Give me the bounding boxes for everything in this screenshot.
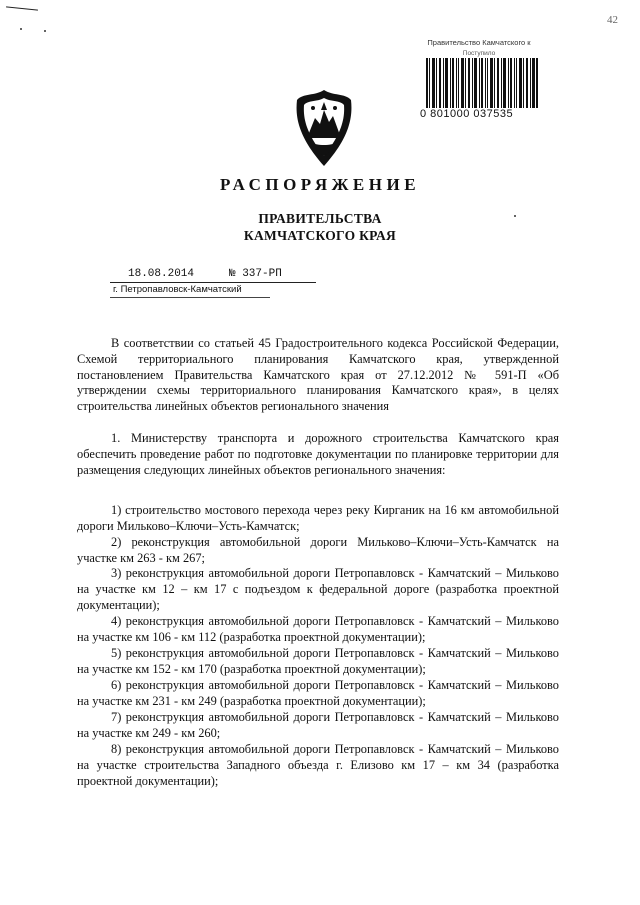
list-item: 3) реконструкция автомобильной дороги Петропавловск - Камчатский – Мильково на участке км 12 – км 17 с подъездом к федеральной дороге (разработка проектной документации); [77,566,559,612]
issuer-line-1: ПРАВИТЕЛЬСТВА [258,211,382,226]
list-item: 5) реконструкция автомобильной дороги Петропавловск - Камчатский – Мильково на участке км 152 - км 170 (разработка проектной документации); [77,646,559,676]
kamchatka-coat-of-arms-icon [293,88,355,168]
clause-1-paragraph: 1. Министерству транспорта и дорожного строительства Камчатского края обеспечить проведение работ по подготовке документации по планировке территории для размещения следующих линейных объектов регионального значения: [77,431,559,477]
scan-mark [6,6,38,10]
document-type-title: РАСПОРЯЖЕНИЕ [219,175,421,194]
barcode-number: 0 801000 037535 [420,108,514,120]
scan-speck [44,30,46,32]
list-item: 8) реконструкция автомобильной дороги Петропавловск - Камчатский – Мильково на участке строительства Западного объезда г. Елизово км 17 – км 34 (разработка проектной документации); [77,742,559,788]
registration-barcode [400,38,558,130]
preamble-paragraph: В соответствии со статьей 45 Градостроительного кодекса Российской Федерации, Схемой территориального планирования Камчатского края, утвержденной постановлением Правительства Камчатского края от 27.12.2012 № 591-П «Об утверждении схемы территориального планирования Камчатского края», в целях строительства линейных объектов регионального значения [77,336,559,414]
list-item: 7) реконструкция автомобильной дороги Петропавловск - Камчатский – Мильково на участке км 249 - км 260; [77,710,559,740]
date-underline [110,282,316,283]
issuer-line-2: КАМЧАТСКОГО КРАЯ [243,228,397,243]
city-underline [110,297,270,298]
list-item: 1) строительство мостового перехода через реку Кирганик на 16 км автомобильной дороги Мильково–Ключи–Усть-Камчатск; [77,503,559,533]
barcode-organization: Правительство Камчатского к [427,38,531,47]
barcode-icon [426,58,538,108]
document-date: 18.08.2014 [128,268,195,280]
document-city: г. Петропавловск-Камчатский [113,284,242,295]
scan-speck [20,28,22,30]
barcode-stamp-line: Поступило [462,50,496,57]
document-number: № 337-РП [229,268,282,280]
list-item: 2) реконструкция автомобильной дороги Мильково–Ключи–Усть-Камчатск на участке км 263 - км 267; [77,535,559,565]
page-number: 42 [607,14,618,26]
list-item: 6) реконструкция автомобильной дороги Петропавловск - Камчатский – Мильково на участке км 231 - км 249 (разработка проектной документации); [77,678,559,708]
list-item: 4) реконструкция автомобильной дороги Петропавловск - Камчатский – Мильково на участке км 106 - км 112 (разработка проектной документации); [77,614,559,644]
